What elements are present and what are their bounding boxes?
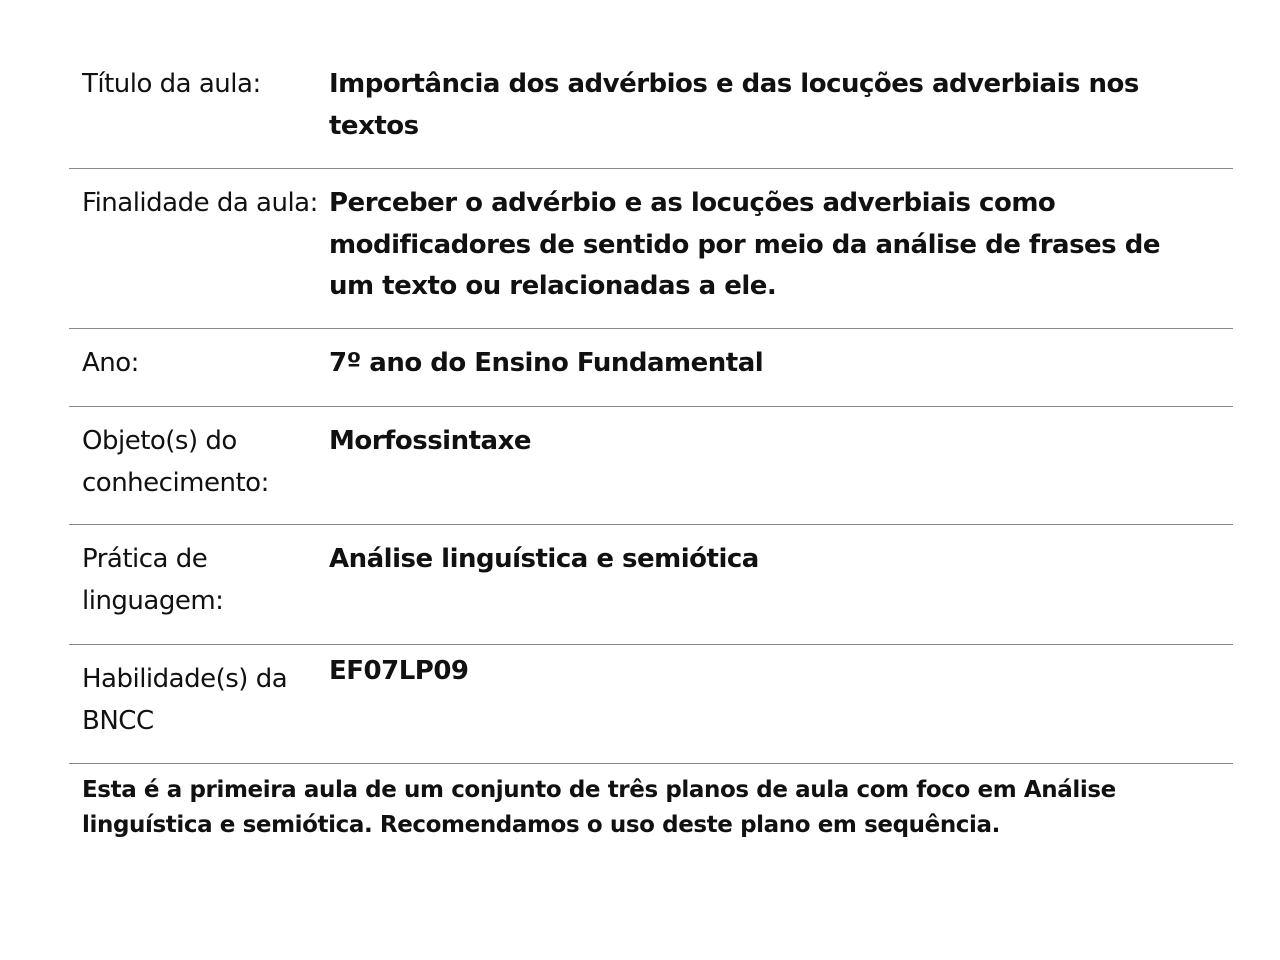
- grade-value: 7º ano do Ensino Fundamental: [329, 348, 764, 378]
- row-grade: [69, 329, 1233, 407]
- lesson-plan-table: [69, 48, 1233, 764]
- language-practice-label: Prática de linguagem:: [82, 544, 224, 616]
- lesson-title-value: Importância dos advérbios e das locuções adverbiais nos textos: [329, 69, 1139, 141]
- bncc-skills-label: Habilidade(s) da BNCC: [82, 664, 288, 736]
- knowledge-objects-value: Morfossintaxe: [329, 426, 531, 456]
- row-bncc-skills: [69, 645, 1233, 764]
- bncc-skills-value: EF07LP09: [329, 656, 469, 686]
- row-lesson-purpose: [69, 169, 1233, 329]
- lesson-purpose-value: Perceber o advérbio e as locuções adverbiais como modificadores de sentido por meio da análise de frases de um texto ou relacionadas a ele.: [329, 188, 1160, 301]
- lesson-purpose-label: Finalidade da aula:: [82, 188, 318, 218]
- language-practice-value: Análise linguística e semiótica: [329, 544, 759, 574]
- lesson-title-label: Título da aula:: [82, 69, 261, 99]
- row-language-practice: [69, 525, 1233, 645]
- knowledge-objects-label: Objeto(s) do conhecimento:: [82, 426, 269, 498]
- row-lesson-title: [69, 48, 1233, 169]
- footer-note: Esta é a primeira aula de um conjunto de três planos de aula com foco em Análise linguística e semiótica. Recomendamos o uso deste plano em sequência.: [82, 777, 1116, 838]
- grade-label: Ano:: [82, 348, 139, 378]
- row-knowledge-objects: [69, 407, 1233, 525]
